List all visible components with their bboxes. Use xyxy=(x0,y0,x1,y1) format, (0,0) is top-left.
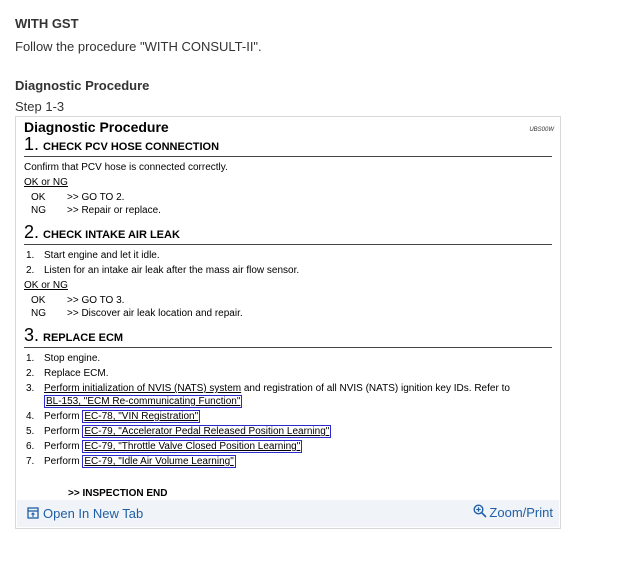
section-1-ng-value: >> Repair or replace. xyxy=(67,205,161,216)
section-3-item-4 xyxy=(44,411,200,422)
section-3-item-5-number: 5. xyxy=(26,426,35,437)
section-3-item-6-number: 6. xyxy=(26,441,35,452)
ref-link-vin-registration[interactable]: EC-78, "VIN Registration" xyxy=(84,411,199,422)
perform-text: Perform xyxy=(44,456,80,467)
section-2-ok-key: OK xyxy=(31,295,46,306)
figure-action-bar xyxy=(17,500,559,527)
section-1-body: Confirm that PCV hose is connected correctly. xyxy=(24,162,228,173)
zoom-print-label: Zoom/Print xyxy=(489,505,553,520)
section-3-item-1-number: 1. xyxy=(26,353,35,364)
section-3-item-7-number: 7. xyxy=(26,456,35,467)
section-title-with-gst: WITH GST xyxy=(15,16,79,31)
ref-link-bl-153[interactable]: BL-153, "ECM Re-communicating Function" xyxy=(46,396,241,407)
section-2-rule xyxy=(24,244,552,245)
figure-code: UBS00W xyxy=(529,127,554,133)
section-1-ok-key: OK xyxy=(31,192,46,203)
section-3-item-3-number: 3. xyxy=(26,383,35,394)
section-1-ok-ng: OK or NG xyxy=(24,177,68,188)
nats-initialization-text: Perform initialization of NVIS (NATS) system xyxy=(44,383,242,394)
section-1-ng-key: NG xyxy=(31,205,46,216)
follow-procedure-text: Follow the procedure "WITH CONSULT-II". xyxy=(15,39,262,54)
section-3-number: 3. xyxy=(24,325,40,345)
section-3-item-2: Replace ECM. xyxy=(44,368,109,379)
zoom-print-button[interactable] xyxy=(473,504,553,520)
section-2-ok-value: >> GO TO 3. xyxy=(67,295,125,306)
section-3-item-3 xyxy=(44,383,510,394)
section-3-item-1: Stop engine. xyxy=(44,353,101,364)
ref-link-idle-air-volume[interactable]: EC-79, "Idle Air Volume Learning" xyxy=(84,456,234,467)
section-2-number: 2. xyxy=(24,222,40,242)
open-in-new-tab-label: Open In New Tab xyxy=(43,506,144,521)
section-1-number: 1. xyxy=(24,134,40,154)
section-3-item-6 xyxy=(44,441,302,452)
perform-text: Perform xyxy=(44,426,80,437)
section-3-item-3-ref-line xyxy=(44,396,242,407)
section-3-item-2-number: 2. xyxy=(26,368,35,379)
section-2-title: CHECK INTAKE AIR LEAK xyxy=(43,229,180,241)
diagnostic-procedure-heading: Diagnostic Procedure xyxy=(15,78,150,93)
figure-title: Diagnostic Procedure xyxy=(24,119,169,135)
section-2-header xyxy=(24,222,180,243)
section-2-item-1: Start engine and let it idle. xyxy=(44,250,160,261)
inspection-end-text: >> INSPECTION END xyxy=(68,488,168,499)
open-in-new-tab-button[interactable] xyxy=(27,506,143,521)
section-3-item-4-number: 4. xyxy=(26,411,35,422)
section-1-header xyxy=(24,134,219,155)
procedure-figure xyxy=(15,116,561,529)
zoom-in-icon xyxy=(473,505,489,520)
section-2-ng-value: >> Discover air leak location and repair. xyxy=(67,308,243,319)
section-1-title: CHECK PCV HOSE CONNECTION xyxy=(43,141,220,153)
section-3-item-5 xyxy=(44,426,331,437)
section-3-header xyxy=(24,325,123,346)
section-2-item-2: Listen for an intake air leak after the mass air flow sensor. xyxy=(44,265,300,276)
section-3-item-7 xyxy=(44,456,236,467)
section-3-rule xyxy=(24,347,552,348)
section-3-title: REPLACE ECM xyxy=(43,332,124,344)
section-2-item-1-number: 1. xyxy=(26,250,35,261)
section-2-ng-key: NG xyxy=(31,308,46,319)
perform-text: Perform xyxy=(44,441,80,452)
section-1-rule xyxy=(24,156,552,157)
step-label: Step 1-3 xyxy=(15,99,65,114)
section-2-item-2-number: 2. xyxy=(26,265,35,276)
ref-link-accelerator-pedal[interactable]: EC-79, "Accelerator Pedal Released Position Learning" xyxy=(84,426,330,437)
ref-link-throttle-valve[interactable]: EC-79, "Throttle Valve Closed Position Learning" xyxy=(84,441,301,452)
section-2-ok-ng: OK or NG xyxy=(24,280,68,291)
perform-text: Perform xyxy=(44,411,80,422)
open-in-new-tab-icon xyxy=(27,506,43,521)
section-1-ok-value: >> GO TO 2. xyxy=(67,192,125,203)
nats-registration-text: and registration of all NVIS (NATS) ignition key IDs. Refer to xyxy=(241,383,510,394)
